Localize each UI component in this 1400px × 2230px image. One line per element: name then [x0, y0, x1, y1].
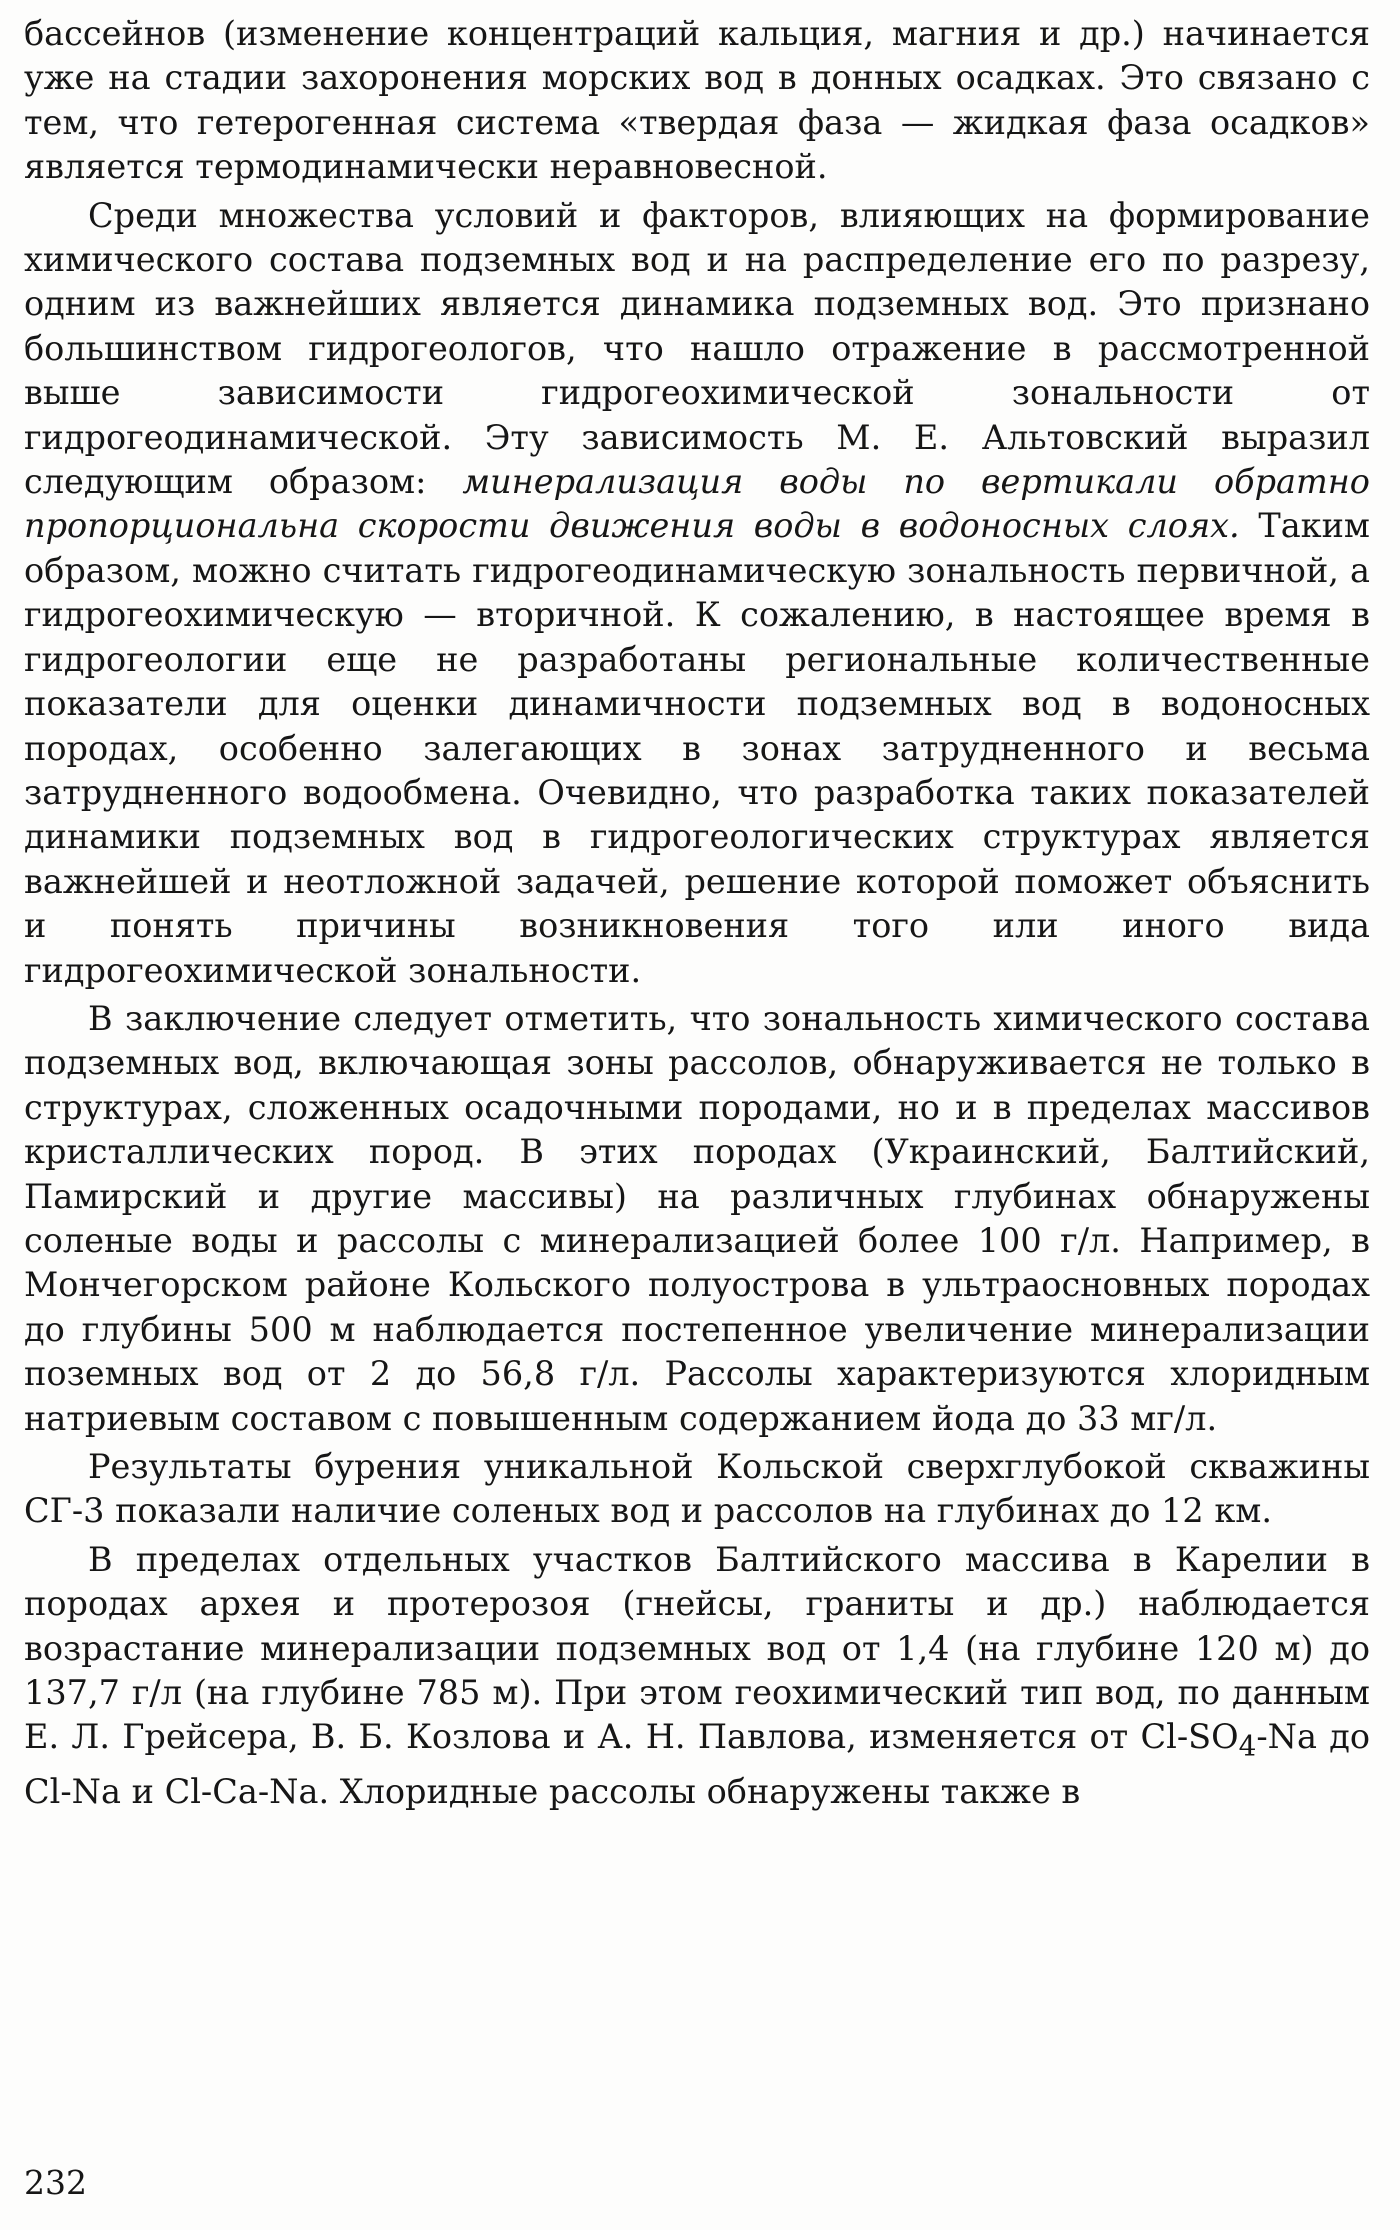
paragraph-1-continuation: бассейнов (изменение концентраций кальция, магния и др.) начинается уже на стадии захоронения морских вод в донных осадках. Это связано с тем, что гетерогенная система «твердая фаза — жидкая фаза осадков» является термодинамически неравновесной. — [24, 14, 1370, 187]
paragraph-3-crystalline-massifs: В заключение следует отметить, что зональность химического состава подземных вод, включающая зоны рассолов, обнаруживается не только в структурах, сложенных осадочными породами, но и в пределах массивов кристаллических пород. В этих породах (Украинский, Балтийский, Памирский и другие массивы) на различных глубинах обнаружены соленые воды и рассолы с минерализацией более 100 г/л. Например, в Мончегорском районе Кольского полуострова в ультраосновных породах до глубины 500 м наблюдается постепенное увеличение минерализации поземных вод от 2 до 56,8 г/л. Рассолы характеризуются хлоридным натриевым составом с повышенным содержанием йода до 33 мг/л. — [24, 998, 1370, 1438]
paragraph-5-text-after: -Na до Cl-Na и Cl-Ca-Na. Хлоридные рассолы обнаружены также в — [24, 1717, 1370, 1811]
paragraph-4-kola-well: Результаты бурения уникальной Кольской сверхглубокой скважины СГ-3 показали наличие соленых вод и рассолов на глубинах до 12 км. — [24, 1447, 1370, 1531]
paragraph-2-text-before: Среди множества условий и факторов, влияющих на формирование химического состава подземных вод и на распределение его по разрезу, одним из важнейших является динамика подземных вод. Это признано большинством гидрогеологов, что нашло отражение в рассмотренной выше зависимости гидрогеохимической зональности от гидрогеодинамической. Эту зависимость М. Е. Альтовский выразил следующим образом: — [24, 195, 1370, 502]
paragraph-5-baltic-massif — [24, 1538, 1370, 1814]
sulfate-subscript: 4 — [1238, 1730, 1257, 1764]
page-body — [24, 12, 1370, 1814]
paragraph-2-dynamics — [24, 194, 1370, 993]
altovsky-law-italic: минерализация воды по вертикали обратно пропорциональна скорости движения воды в водоносных слоях. — [24, 462, 1370, 546]
paragraph-5-text-before: В пределах отдельных участков Балтийского массива в Карелии в породах архея и протерозоя (гнейсы, граниты и др.) наблюдается возрастание минерализации подземных вод от 1,4 (на глубине 120 м) до 137,7 г/л (на глубине 785 м). При этом геохимический тип вод, по данным Е. Л. Грейсера, В. Б. Козлова и А. Н. Павлова, изменяется от Cl-SO — [24, 1539, 1370, 1757]
page-number: 232 — [24, 2163, 87, 2202]
paragraph-2-text-after: Таким образом, можно считать гидрогеодинамическую зональность первичной, а гидрогеохимическую — вторичной. К сожалению, в настоящее время в гидрогеологии еще не разработаны региональные количественные показатели для оценки динамичности подземных вод в водоносных породах, особенно залегающих в зонах затрудненного и весьма затрудненного водообмена. Очевидно, что разработка таких показателей динамики подземных вод в гидрогеологических структурах является важнейшей и неотложной задачей, решение которой поможет объяснить и понять причины возникновения того или иного вида гидрогеохимической зональности. — [24, 506, 1370, 990]
